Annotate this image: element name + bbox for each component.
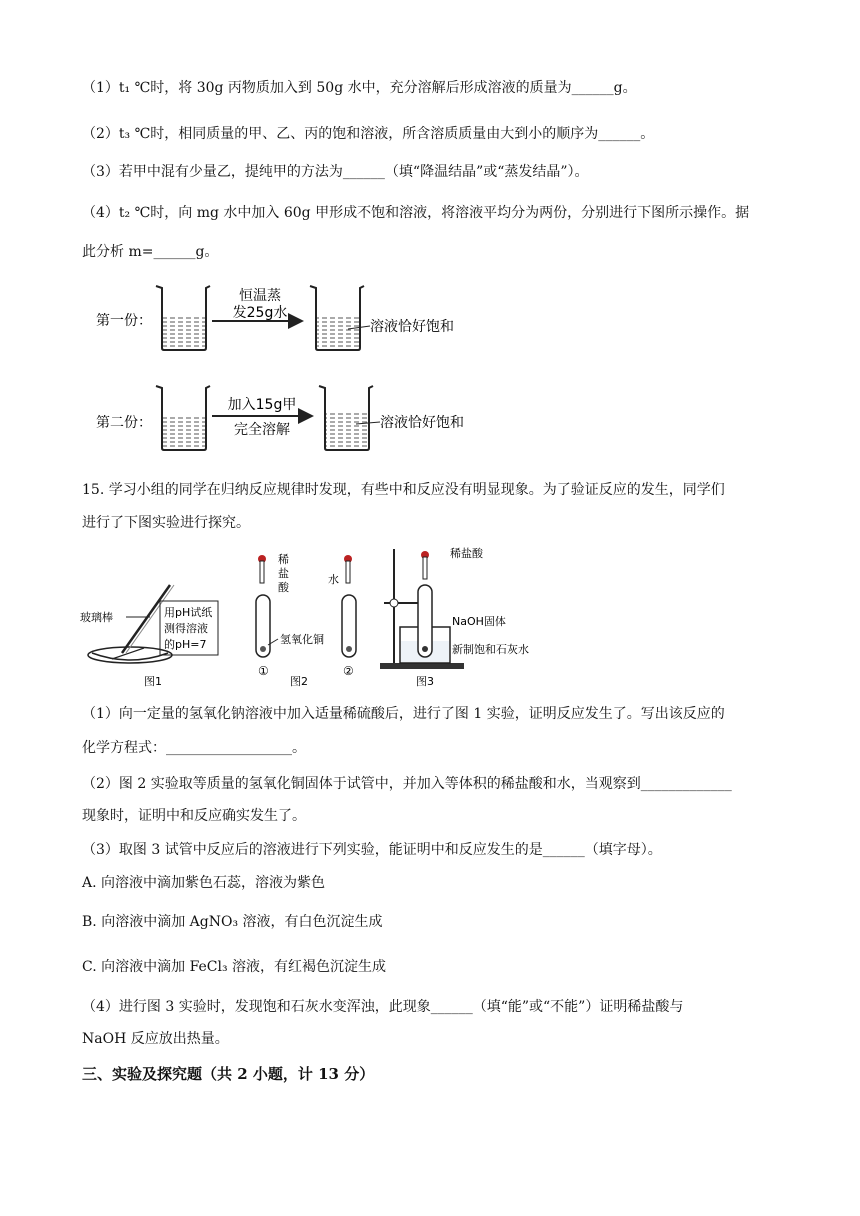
q15-part4-line1: （4）进行图 3 实验时，发现饱和石灰水变浑浊，此现象______（填“能”或“不能”）证明稀盐酸与 bbox=[82, 999, 684, 1015]
row1-result: 溶液恰好饱和 bbox=[370, 319, 454, 335]
acid-label-2: 盐 bbox=[278, 567, 289, 580]
beaker-1a bbox=[156, 286, 210, 350]
q15-part4-line2: NaOH 反应放出热量。 bbox=[82, 1031, 229, 1047]
q14-part4-line1: （4）t₂ ℃时，向 mg 水中加入 60g 甲形成不饱和溶液，将溶液平均分为两份，分别进行下图所示操作。据 bbox=[82, 205, 750, 221]
row2-label: 第二份： bbox=[96, 415, 152, 431]
stand-base bbox=[380, 663, 464, 669]
beaker-2a bbox=[156, 386, 210, 450]
q14-beaker-diagram bbox=[90, 276, 510, 456]
glass-rod bbox=[122, 585, 170, 653]
figure-1 bbox=[80, 585, 218, 688]
q15-option-c: C. 向溶液中滴加 FeCl₃ 溶液，有红褐色沉淀生成 bbox=[82, 959, 387, 975]
row1-label: 第一份： bbox=[96, 313, 152, 329]
figure-3 bbox=[380, 546, 529, 688]
q14-part2: （2）t₃ ℃时，相同质量的甲、乙、丙的饱和溶液，所含溶质质量由大到小的顺序为______。 bbox=[82, 126, 655, 142]
section-3-heading: 三、实验及探究题（共 2 小题，计 13 分） bbox=[82, 1065, 375, 1083]
rod-label: 玻璃棒 bbox=[80, 611, 113, 624]
tube-2-number: ② bbox=[343, 664, 354, 678]
acid-label-1: 稀 bbox=[278, 553, 289, 566]
figure-3-caption: 图3 bbox=[416, 675, 434, 688]
beaker-1b bbox=[310, 286, 364, 350]
acid-label-3: 酸 bbox=[278, 581, 289, 594]
q15-intro-line1: 15. 学习小组的同学在归纳反应规律时发现，有些中和反应没有明显现象。为了验证反应的发生，同学们 bbox=[82, 482, 725, 498]
q15-experiment-figures bbox=[78, 545, 558, 691]
tube-1-number: ① bbox=[258, 664, 269, 678]
ph-note-line3: 的pH=7 bbox=[164, 638, 207, 651]
ph-note-line2: 测得溶液 bbox=[164, 622, 208, 635]
row1-op-line1: 恒温蒸 bbox=[239, 288, 281, 304]
row2-op-line1: 加入15g甲 bbox=[227, 397, 297, 413]
beaker-2b bbox=[319, 386, 373, 450]
figure-1-caption: 图1 bbox=[144, 675, 162, 688]
ph-note-line1: 用pH试纸 bbox=[164, 606, 213, 619]
q15-part1-line1: （1）向一定量的氢氧化钠溶液中加入适量稀硫酸后，进行了图 1 实验，证明反应发生了。写出该反应的 bbox=[82, 706, 725, 722]
row2-op-line2: 完全溶解 bbox=[234, 422, 290, 438]
q15-part2-line1: （2）图 2 实验取等质量的氢氧化铜固体于试管中，并加入等体积的稀盐酸和水，当观察到_____________ bbox=[82, 776, 732, 792]
row2-result: 溶液恰好饱和 bbox=[380, 415, 464, 431]
q15-option-a: A. 向溶液中滴加紫色石蕊，溶液为紫色 bbox=[82, 875, 326, 891]
q15-part3: （3）取图 3 试管中反应后的溶液进行下列实验，能证明中和反应发生的是______（填字母）。 bbox=[82, 842, 662, 858]
q15-part2-line2: 现象时，证明中和反应确实发生了。 bbox=[82, 808, 306, 824]
q14-part3: （3）若甲中混有少量乙，提纯甲的方法为______（填“降温结晶”或“蒸发结晶”）。 bbox=[82, 164, 589, 180]
water-label: 水 bbox=[328, 573, 339, 586]
copper-hydroxide-label: 氢氧化铜 bbox=[280, 633, 324, 646]
q14-part4-line2: 此分析 m=______g。 bbox=[82, 244, 219, 260]
q14-part1: （1）t₁ ℃时，将 30g 丙物质加入到 50g 水中，充分溶解后形成溶液的质量为______g。 bbox=[82, 80, 637, 96]
q15-part1-line2: 化学方程式：__________________。 bbox=[82, 740, 306, 756]
row1-op-line2: 发25g水 bbox=[232, 305, 288, 321]
figure-2-caption: 图2 bbox=[290, 675, 308, 688]
q15-intro-line2: 进行了下图实验进行探究。 bbox=[82, 515, 250, 531]
figure-2 bbox=[256, 552, 356, 688]
hcl-label: 稀盐酸 bbox=[450, 547, 483, 560]
q15-option-b: B. 向溶液中滴加 AgNO₃ 溶液，有白色沉淀生成 bbox=[82, 914, 383, 930]
lime-water-label: 新制饱和石灰水 bbox=[452, 643, 529, 656]
naoh-label: NaOH固体 bbox=[452, 615, 506, 628]
